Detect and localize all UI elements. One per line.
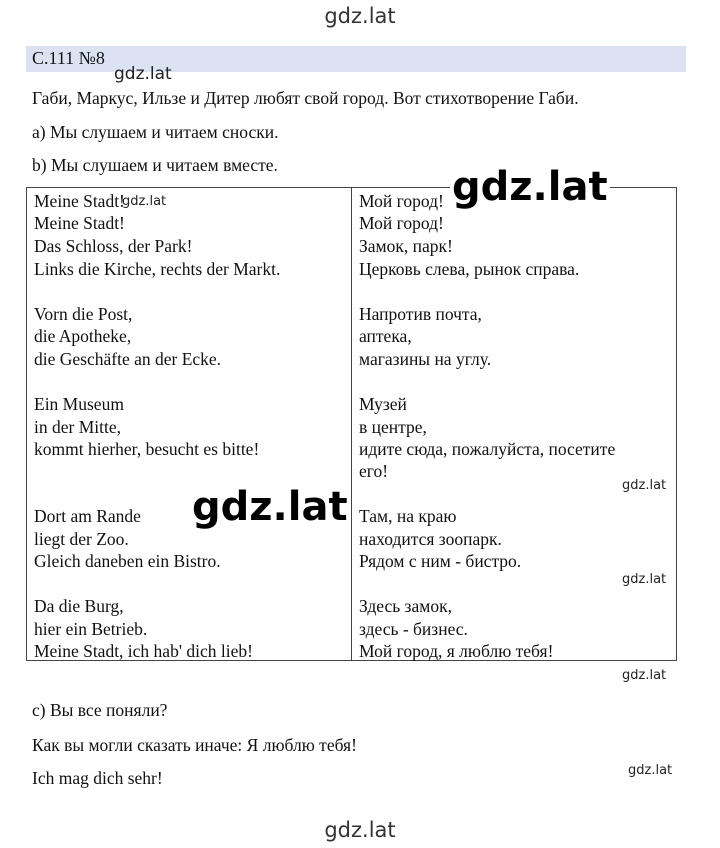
poem-line: его! [359, 461, 389, 481]
poem-line: Da die Burg, [34, 596, 124, 616]
poem-line: die Geschäfte an der Ecke. [34, 349, 222, 369]
watermark-right-3: gdz.lat [622, 668, 667, 683]
poem-german-column [27, 188, 352, 661]
question-text: Как вы могли сказать иначе: Я люблю тебя! [32, 735, 357, 755]
answer-text: Ich mag dich sehr! [32, 768, 163, 788]
poem-line: Das Schloss, der Park! [34, 236, 193, 256]
watermark-bottom: gdz.lat [324, 818, 396, 842]
task-b: b) Мы слушаем и читаем вместе. [32, 155, 278, 175]
watermark-large-top: gdz.lat [452, 164, 608, 210]
poem-russian-column [352, 188, 677, 661]
poem-line: Замок, парк! [359, 236, 453, 256]
poem-line: Церковь слева, рынок справа. [359, 259, 580, 279]
poem-line: kommt hierher, besucht es bitte! [34, 439, 260, 459]
poem-line: Gleich daneben ein Bistro. [34, 551, 221, 571]
watermark-right-1: gdz.lat [622, 478, 667, 493]
task-c: c) Вы все поняли? [32, 700, 168, 720]
poem-line: Здесь замок, [359, 596, 452, 616]
poem-line: Meine Stadt! [34, 191, 125, 211]
watermark-right-4: gdz.lat [628, 763, 673, 778]
poem-line: магазины на углу. [359, 349, 492, 369]
watermark-large-middle: gdz.lat [192, 484, 348, 530]
poem-line: Музей [359, 394, 407, 414]
poem-line: Напротив почта, [359, 304, 482, 324]
watermark-top: gdz.lat [324, 4, 396, 28]
poem-line: Vorn die Post, [34, 304, 133, 324]
poem-line: hier ein Betrieb. [34, 619, 148, 639]
poem-line: Links die Kirche, rechts der Markt. [34, 259, 281, 279]
exercise-title: С.111 №8 [32, 48, 105, 68]
poem-line: die Apotheke, [34, 326, 132, 346]
poem-line: идите сюда, пожалуйста, посетите [359, 439, 616, 459]
poem-line: в центре, [359, 417, 427, 437]
intro-text: Габи, Маркус, Ильзе и Дитер любят свой город. Вот стихотворение Габи. [32, 88, 579, 108]
poem-line: Рядом с ним - бистро. [359, 551, 522, 571]
poem-line: Meine Stadt! [34, 213, 125, 233]
poem-line: аптека, [359, 326, 412, 346]
poem-line: Там, на краю [359, 506, 457, 526]
poem-line: Ein Museum [34, 394, 124, 414]
poem-line: in der Mitte, [34, 417, 121, 437]
poem-line: Dort am Rande [34, 506, 141, 526]
poem-table [26, 187, 677, 661]
poem-line: liegt der Zoo. [34, 529, 129, 549]
poem-line: находится зоопарк. [359, 529, 502, 549]
watermark-right-2: gdz.lat [622, 572, 667, 587]
poem-line: Мой город! [359, 213, 444, 233]
watermark-header: gdz.lat [114, 64, 172, 84]
poem-line: Мой город! [359, 191, 444, 211]
poem-line: Мой город, я люблю тебя! [359, 641, 554, 661]
poem-line: здесь - бизнес. [359, 619, 468, 639]
watermark-table-small: gdz.lat [122, 194, 167, 209]
poem-line: Meine Stadt, ich hab' dich lieb! [34, 641, 253, 661]
task-a: а) Мы слушаем и читаем сноски. [32, 122, 279, 142]
